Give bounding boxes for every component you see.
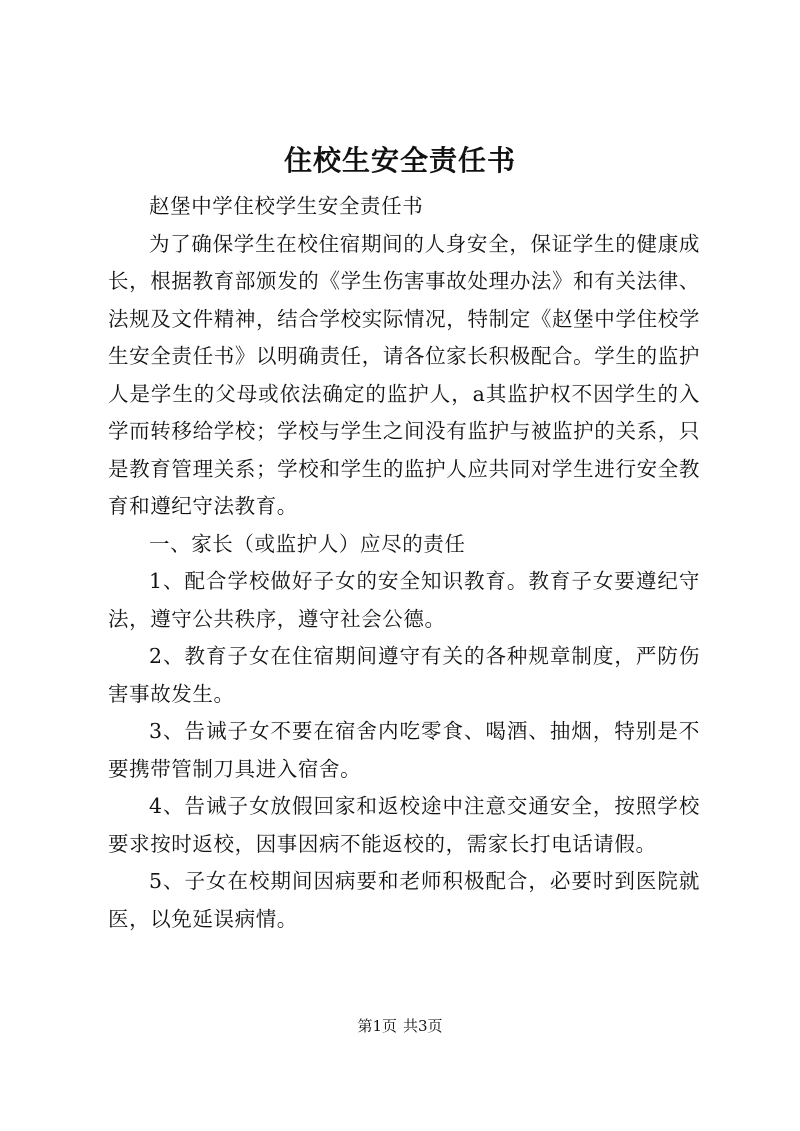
- school-subtitle-paragraph: 赵堡中学住校学生安全责任书: [149, 194, 424, 218]
- duty-item-4: 4、告诫子女放假回家和返校途中注意交通安全，按照学校要求按时返校，因事因病不能返校的，需家长打电话请假。: [108, 794, 700, 856]
- page-number: 第1页: [357, 1017, 397, 1035]
- duty-item-5: 5、子女在校期间因病要和老师积极配合，必要时到医院就医，以免延误病情。: [108, 869, 700, 931]
- page-footer: [0, 1016, 800, 1036]
- duty-item-2: 2、教育子女在住宿期间遵守有关的各种规章制度，严防伤害事故发生。: [108, 644, 700, 706]
- section-heading-parent-duties: 一、家长（或监护人）应尽的责任: [149, 531, 466, 556]
- document-body: [108, 188, 700, 938]
- page-total: 共3页: [403, 1017, 443, 1035]
- intro-paragraph: 为了确保学生在校住宿期间的人身安全，保证学生的健康成长，根据教育部颁发的《学生伤害事故处理办法》和有关法律、法规及文件精神，结合学校实际情况，特制定《赵堡中学住校学生安全责任书》以明确责任，请各位家长积极配合。学生的监护人是学生的父母或依法确定的监护人，a其监护权不因学生的入学而转移给学校；学校与学生之间没有监护与被监护的关系，只是教育管理关系；学校和学生的监护人应共同对学生进行安全教育和遵纪守法教育。: [108, 231, 700, 518]
- duty-item-3: 3、告诫子女不要在宿舍内吃零食、喝酒、抽烟，特别是不要携带管制刀具进入宿舍。: [108, 719, 700, 781]
- document-title: 住校生安全责任书: [283, 144, 516, 177]
- duty-item-1: 1、配合学校做好子女的安全知识教育。教育子女要遵纪守法，遵守公共秩序，遵守社会公德。: [108, 569, 700, 631]
